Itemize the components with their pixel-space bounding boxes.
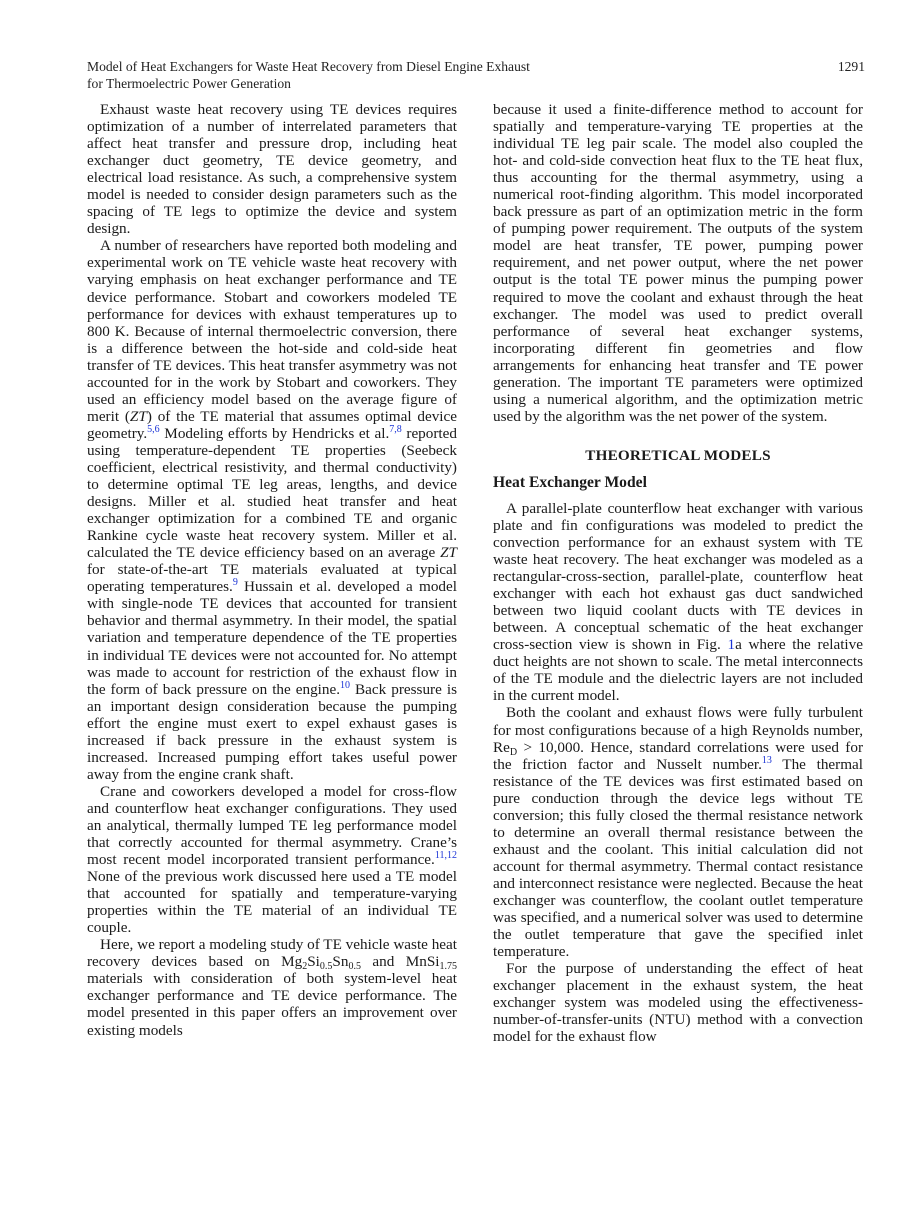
paragraph: For the purpose of understanding the effect of heat exchanger placement in the exhaust system, the heat exchanger system was modeled using the effectiveness-number-of-transfer-units (NTU) method with a convection model for the exhaust flow <box>493 960 863 1046</box>
citation-link[interactable]: 11,12 <box>434 850 457 861</box>
citation-link[interactable]: 10 <box>340 679 351 691</box>
running-title-line-2: for Thermoelectric Power Generation <box>87 76 291 91</box>
subscript: 0.5 <box>319 961 333 973</box>
italic-term: ZT <box>129 407 147 425</box>
subscript: D <box>509 746 518 758</box>
intro-continuation <box>493 101 863 425</box>
paragraph: Crane and coworkers developed a model for cross-flow and counterflow heat exchanger configurations. They used an analytical, thermally lumped TE leg performance model that correctly accounted for thermal asymmetry. Crane’s most recent model incorporated transient performance.$^{11,12}$ None of the previous work discussed here used a TE model that accounted for spatially and temperature-varying properties within the TE material of an individual TE couple. <box>87 782 457 937</box>
citation-link[interactable]: 7,8 <box>389 423 402 435</box>
citation-link[interactable]: 5,6 <box>147 423 160 435</box>
paragraph: Here, we report a modeling study of TE vehicle waste heat recovery devices based on $Mg_2Si_{0.5}Sn_{0.5}$ and MnSi$_{1.75}$ materials with consideration of both system-level heat exchanger performance and TE device performance. The model presented in this paper offers an improvement over existing models <box>87 936 457 1039</box>
right-column <box>493 101 863 1045</box>
page-number: 1291 <box>837 59 865 74</box>
paragraph: A parallel-plate counterflow heat exchanger with various plate and fin configurations was modeled to predict the convection performance for an exhaust system with TE waste heat recovery. The heat exchanger was modeled as a rectangular-cross-section, parallel-plate, counterflow heat exchanger with each hot exhaust gas duct sandwiched between two liquid coolant ducts with TE devices in between. A conceptual schematic of the heat exchanger cross-section view is shown in Fig. 1a where the relative duct heights are not shown to scale. The metal interconnects of the TE module and the dielectric layers are not included in the current model. <box>493 499 863 705</box>
subscript: 2 <box>302 961 308 973</box>
subscript: 0.5 <box>348 961 361 973</box>
figure-reference-link[interactable]: 1 <box>727 636 736 654</box>
subsection-heading: Heat Exchanger Model <box>493 473 647 491</box>
subscript: 1.75 <box>439 961 457 973</box>
paragraph: Both the coolant and exhaust flows were fully turbulent for most configurations because of a high Reynolds number, $Re_D > 10,000$. Hence, standard correlations were used for the friction factor and Nusselt number.$^{13}$ The thermal resistance of the TE devices was first estimated based on pure conduction through the device legs without TE conversion; this fully closed the thermal resistance network to determine an overall thermal resistance between the exhaust and the coolant. This initial calculation did not account for thermal asymmetry. Thermal contact resistance and interconnect resistance were neglected. Because the heat exchanger was counterflow, the coolant outlet temperature was specified, and a numerical solver was used to determine the outlet temperature that gave the specified inlet temperature. <box>493 704 863 961</box>
left-column <box>87 101 457 1039</box>
section-heading: THEORETICAL MODELS <box>585 446 771 464</box>
citation-link[interactable]: 13 <box>761 754 772 766</box>
running-title-line-1: Model of Heat Exchangers for Waste Heat Recovery from Diesel Engine Exhaust <box>87 59 530 74</box>
running-header <box>87 58 865 92</box>
paragraph: Exhaust waste heat recovery using TE devices requires optimization of a number of interrelated parameters that affect heat transfer and pressure drop, including heat exchanger duct geometry, TE device geometry, and electrical load resistance. As such, a comprehensive system model is needed to consider design parameters such as the spacing of TE legs to optimize the device and system design. <box>87 101 457 238</box>
running-title <box>87 58 707 92</box>
paragraph: because it used a finite-difference method to account for spatially and temperature-varying TE properties at the individual TE leg pair scale. The model also coupled the hot- and cold-side convection heat flux to the TE heat flux, thus accounting for the thermal asymmetry, using a numerical root-finding algorithm. This model incorporated back pressure as part of an optimization metric in the form of pumping power requirement. The outputs of the system model are heat transfer, TE power, pumping power requirement, and net power output, where the net power output is the total TE power minus the pumping power required to move the coolant and exhaust through the heat exchanger. The model was used to predict overall performance of several heat exchanger systems, incorporating different fin geometries and flow arrangements for enhancing heat transfer and TE power generation. The important TE parameters were optimized using a numerical algorithm, and the optimization metric used by the algorithm was the net power of the system. <box>493 101 863 425</box>
citation-link[interactable]: 9 <box>232 577 238 589</box>
paragraph: A number of researchers have reported both modeling and experimental work on TE vehicle waste heat recovery with varying emphasis on heat exchanger performance and TE device performance. Stobart and coworkers modeled TE performance for devices with exhaust temperatures up to 800 K. Because of internal thermoelectric conversion, there is a difference between the hot-side and cold-side heat transfer of TE devices. This heat transfer asymmetry was not accounted for in the work by Stobart and coworkers. They used an efficiency model based on the average figure of merit (ZT) of the TE material that assumes optimal device geometry.$^{5,6}$ Modeling efforts by Hendricks et al.$^{7,8}$ reported using temperature-dependent TE properties (Seebeck coefficient, electrical resistivity, and thermal conductivity) to determine optimal TE leg areas, lengths, and device designs. Miller et al. studied heat transfer and heat exchanger optimization for a combined TE and organic Rankine cycle waste heat recovery system. Miller et al. calculated the TE device efficiency based on an average ZT for state-of-the-art TE materials evaluated at typical operating temperatures.$^9$ Hussain et al. developed a model with single-node TE devices that accounted for transient behavior and thermal asymmetry. In their model, the spatial variation and temperature dependence of the TE properties in individual TE devices were not accounted for. No attempt was made to account for restriction of the exhaust flow in the form of back pressure on the engine.$^{10}$ Back pressure is an important design consideration because the pumping effort the engine must exert to expel exhaust gases is increased if back pressure in the exhaust system is increased. Increased pumping effort takes useful power away from the engine crank shaft. <box>87 237 457 783</box>
italic-term: ZT <box>440 544 457 562</box>
heat-exchanger-model-body <box>493 500 863 1046</box>
left-column-body <box>87 101 457 1039</box>
